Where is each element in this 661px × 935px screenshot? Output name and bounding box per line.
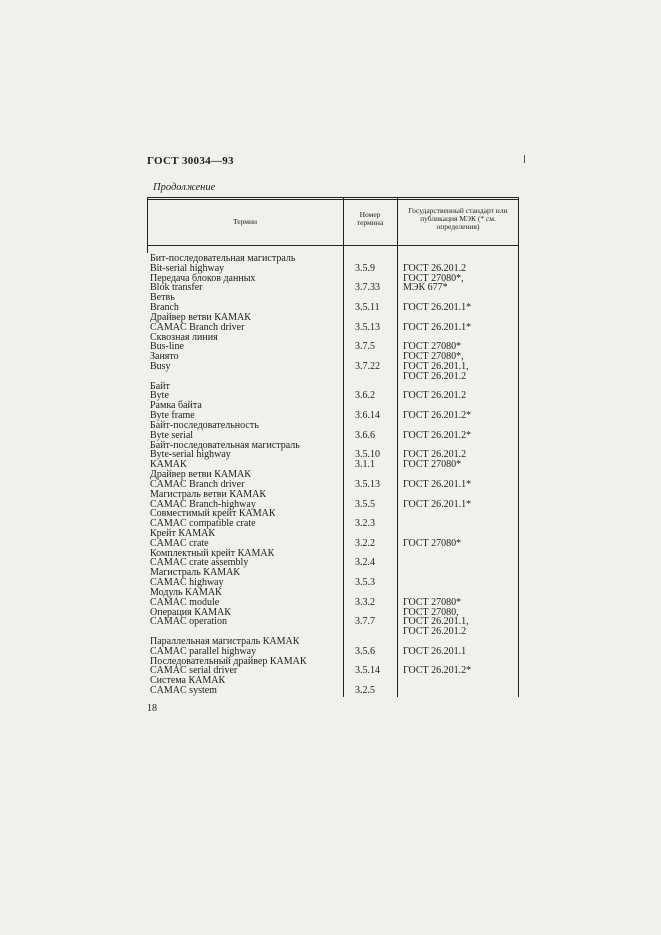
column-header-standard: Государственный стандарт или публикация МЭК (* см. определения) [408,206,508,231]
row-standard: ГОСТ 27080* [403,596,462,608]
row-number: 3.5.6 [355,645,375,657]
continuation-label: Продолжение [153,182,216,193]
row-standard: ГОСТ 27080* [403,537,462,549]
row-number: 3.5.13 [355,321,380,333]
row-standard: ГОСТ 26.201.1, [403,616,469,628]
row-standard: ГОСТ 26.201.1, [403,361,469,373]
column-header-term: Термин [232,217,258,226]
row-term: CAMAC operation [150,616,227,628]
row-term: Byte frame [150,410,195,422]
row-term: Операция КАМАК [150,606,231,618]
row-number: 3.2.2 [355,537,375,549]
row-number: 3.7.22 [355,361,380,373]
row-standard: ГОСТ 27080*, [403,272,464,284]
row-number: 3.7.7 [355,616,375,628]
row-standard: ГОСТ 26.201.1* [403,302,472,314]
row-term: Передача блоков данных [150,272,256,284]
row-term: Byte serial [150,429,194,441]
row-term: Branch [150,302,179,314]
row-standard: ГОСТ 26.201.2 [403,626,467,638]
row-term: CAMAC crate assembly [150,557,249,569]
column-header-number: Номер термина [356,210,384,227]
row-number: 3.5.9 [355,262,375,274]
row-term: Busy [150,361,171,373]
row-standard: МЭК 677* [403,282,448,294]
row-number: 3.3.2 [355,596,375,608]
row-standard: ГОСТ 27080, [403,606,459,618]
row-standard: ГОСТ 26.201.2* [403,665,472,677]
table-top-rule [147,197,519,198]
row-number: 3.6.6 [355,429,375,441]
table-top-rule-inner [147,199,519,200]
row-standard: ГОСТ 26.201.2 [403,390,467,402]
row-standard: ГОСТ 26.201.2* [403,429,472,441]
row-term: Система КАМАК [150,675,226,687]
row-term: CAMAC module [150,596,220,608]
column-divider-1 [343,197,344,697]
row-term: Blok transfer [150,282,203,294]
column-divider-2 [397,197,398,697]
row-term: CAMAC system [150,685,217,697]
row-term: CAMAC Branch driver [150,321,245,333]
row-term: Магистраль КАМАК [150,567,240,579]
document-header: ГОСТ 30034—93 [147,155,234,167]
row-number: 3.5.13 [355,478,380,490]
row-term: Драйвер ветви КАМАК [150,469,251,481]
row-number: 3.5.14 [355,665,380,677]
terms-table [147,197,519,697]
row-term: Драйвер ветви КАМАК [150,311,251,323]
row-number: 3.7.33 [355,282,380,294]
row-term: CAMAC highway [150,577,224,589]
row-term: CAMAC Branch driver [150,478,245,490]
row-number: 3.2.3 [355,518,375,530]
header-tick-mark [524,155,525,163]
row-term: КАМАК [150,459,187,471]
row-standard: ГОСТ 26.201.2 [403,449,467,461]
row-standard: ГОСТ 26.201.2 [403,370,467,382]
row-term: Bus-line [150,341,184,353]
row-term: Рамка байта [150,400,202,412]
row-number: 3.5.3 [355,577,375,589]
row-term: CAMAC compatible crate [150,518,256,530]
row-number: 3.5.11 [355,302,380,314]
row-term: Комплектный крейт КАМАК [150,547,275,559]
row-term: CAMAC parallel highway [150,645,257,657]
row-number: 3.2.4 [355,557,375,569]
table-right-rule [518,197,519,697]
row-number: 3.2.5 [355,685,375,697]
row-term: Бит-последовательная магистраль [150,253,296,264]
row-number: 3.1.1 [355,459,375,471]
row-term: CAMAC serial driver [150,665,238,677]
row-term: CAMAC crate [150,537,209,549]
row-term: Занято [150,351,179,363]
row-term: Byte [150,390,169,402]
row-term: Магистраль ветви КАМАК [150,488,267,500]
row-term: Параллельная магистраль КАМАК [150,635,300,647]
row-number: 3.6.14 [355,410,380,422]
row-standard: ГОСТ 26.201.2 [403,262,467,274]
row-term: Сквозная линия [150,331,218,343]
row-number: 3.5.5 [355,498,375,510]
table-header-rule [147,245,519,246]
row-term: Крейт КАМАК [150,527,216,539]
row-standard: ГОСТ 27080* [403,341,462,353]
row-term: Byte-serial highway [150,449,231,461]
row-term: Байт-последовательная магистраль [150,439,300,451]
row-number: 3.5.10 [355,449,380,461]
row-standard: ГОСТ 27080*, [403,351,464,363]
page-number: 18 [147,703,157,714]
row-number: 3.6.2 [355,390,375,402]
row-standard: ГОСТ 26.201.2* [403,410,472,422]
row-term: Последовательный драйвер КАМАК [150,655,307,667]
row-standard: ГОСТ 26.201.1* [403,498,472,510]
row-standard: ГОСТ 26.201.1* [403,478,472,490]
row-term: Байт [150,380,170,392]
row-standard: ГОСТ 26.201.1 [403,645,467,657]
row-term: Совместимый крейт КАМАК [150,508,276,520]
row-term: Ветвь [150,292,175,304]
row-term: Байт-последовательность [150,419,259,431]
row-standard: ГОСТ 26.201.1* [403,321,472,333]
row-standard: ГОСТ 27080* [403,459,462,471]
row-term: Bit-serial highway [150,262,225,274]
row-term: Модуль КАМАК [150,586,222,598]
row-term: CAMAC Branch-highway [150,498,256,510]
row-number: 3.7.5 [355,341,375,353]
